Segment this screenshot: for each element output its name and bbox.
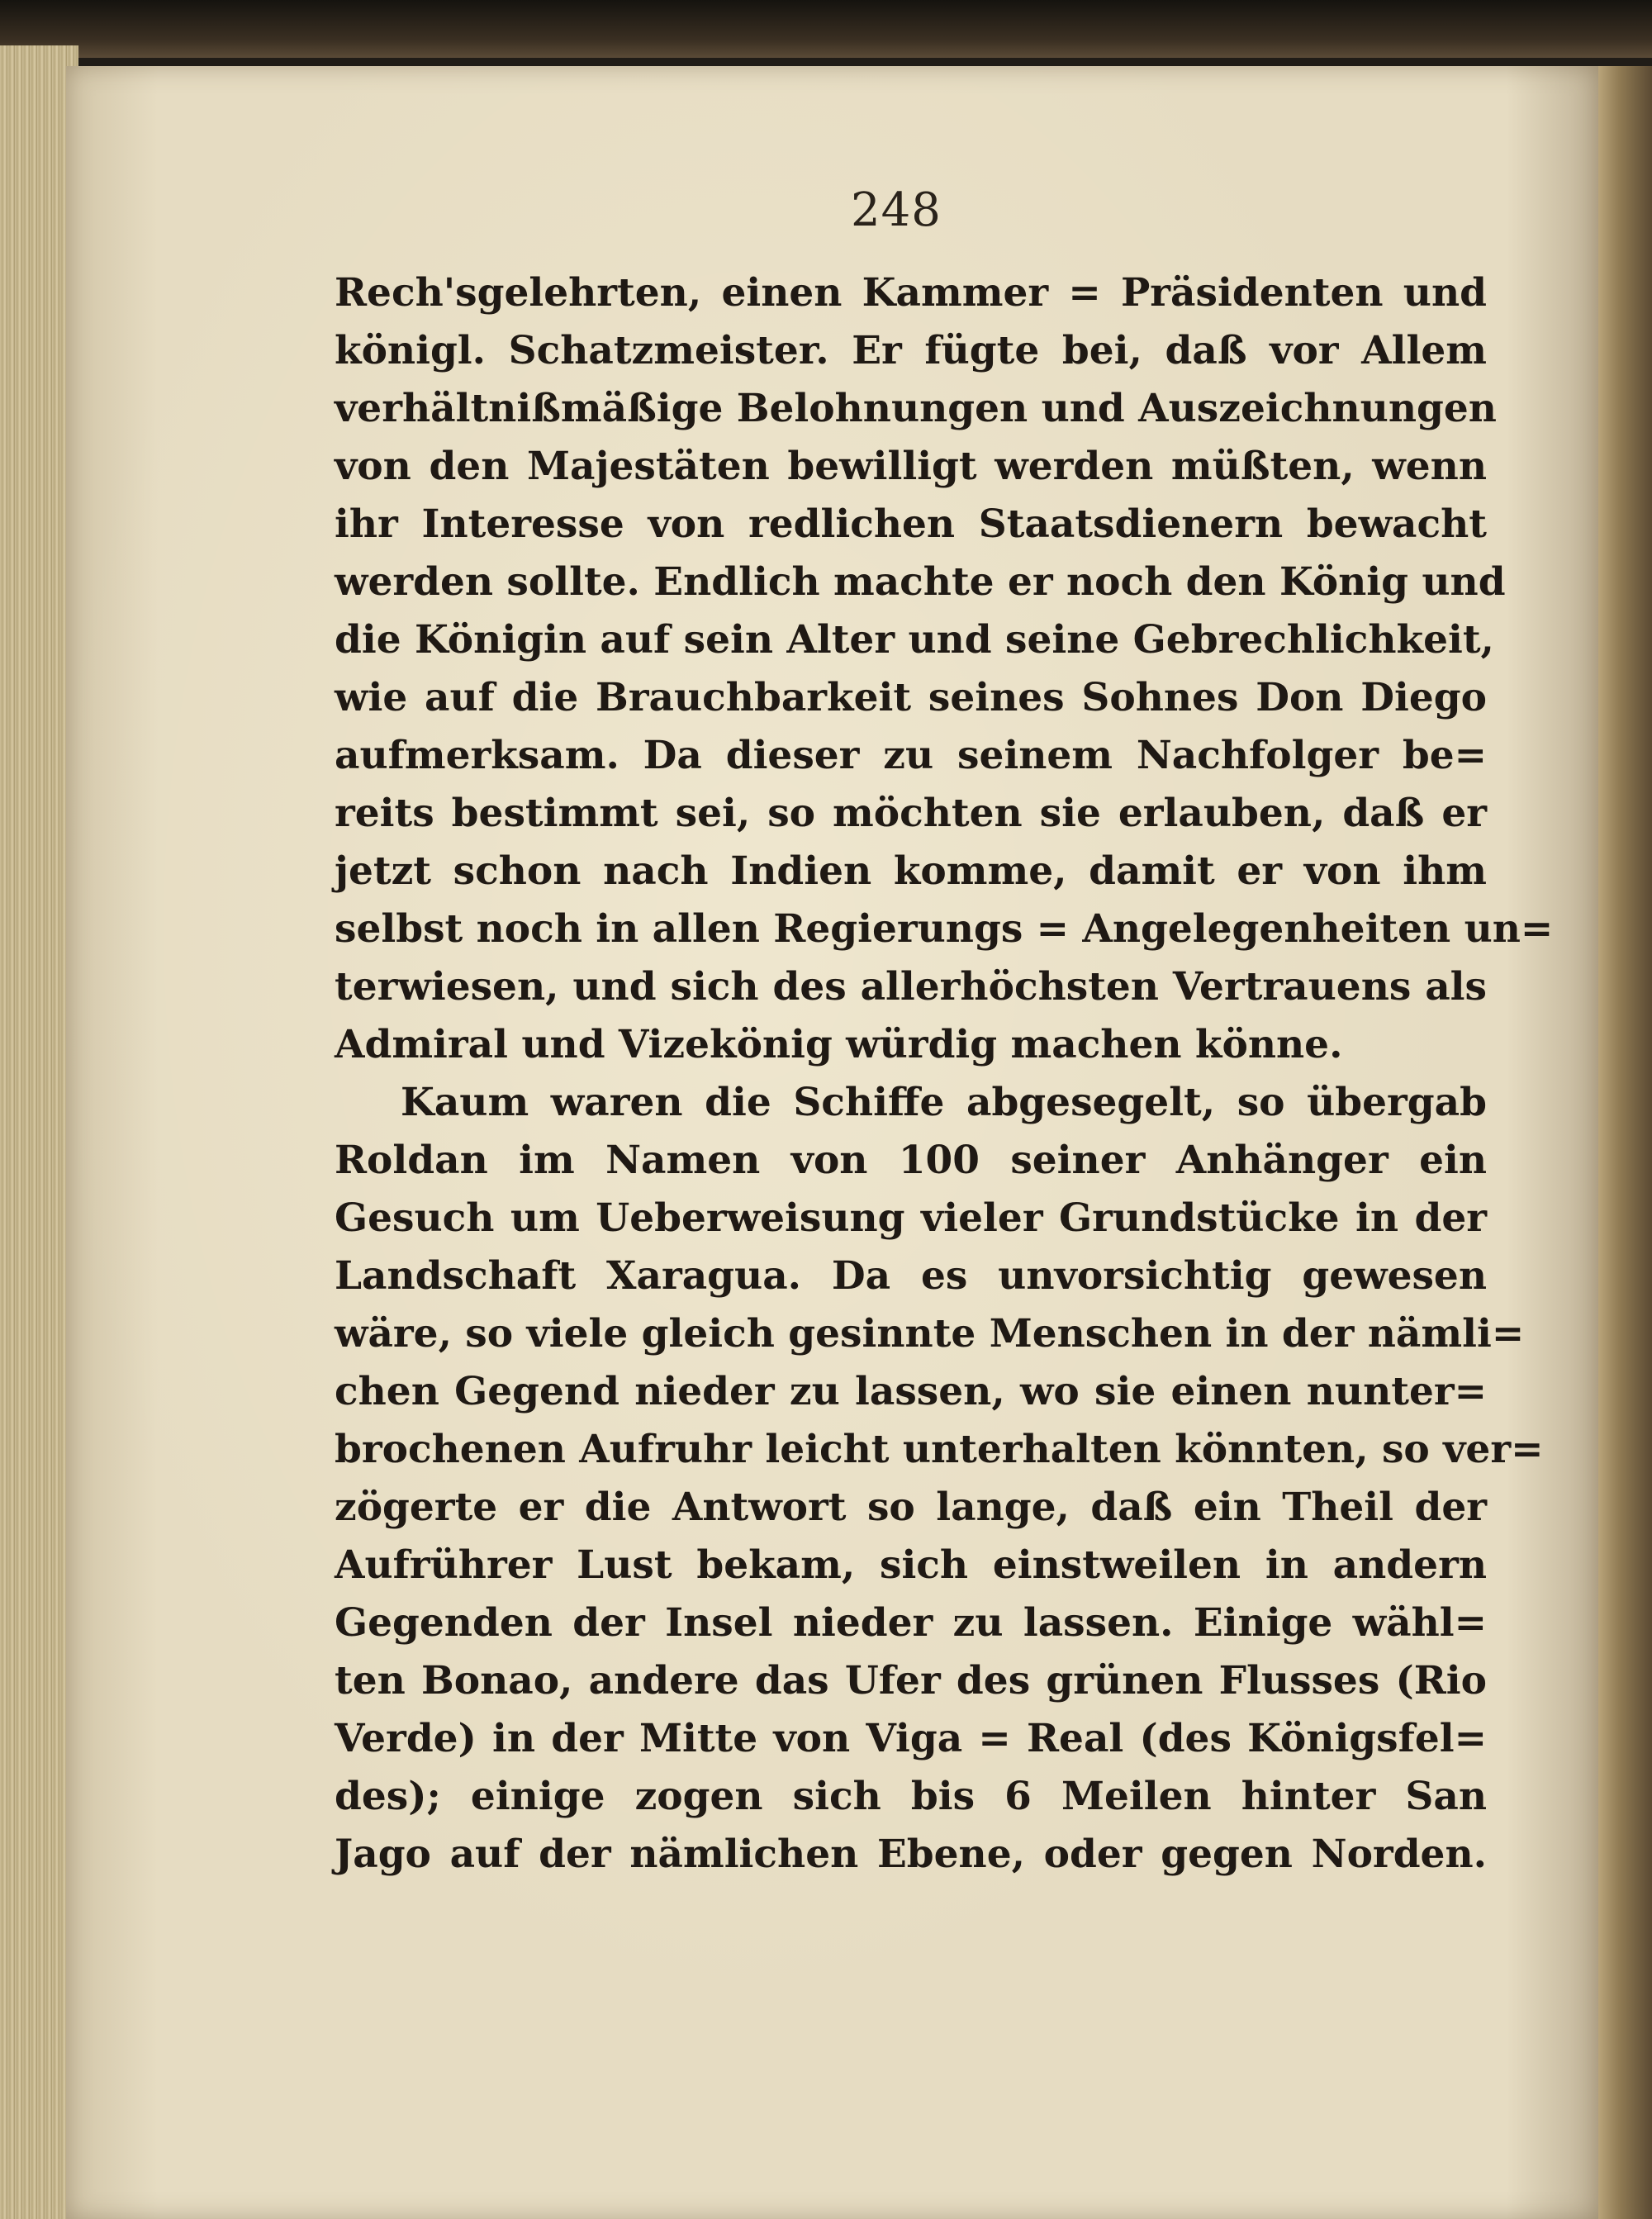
text-line: chen Gegend nieder zu lassen, wo sie einen nunter= — [335, 1369, 1487, 1414]
text-line: selbst noch in allen Regierungs = Angelegenheiten un= — [335, 906, 1554, 952]
book-binding-edge — [1598, 66, 1652, 2219]
text-line: Roldan im Namen von 100 seiner Anhänger ein — [335, 1138, 1487, 1183]
text-line: Landschaft Xaragua. Da es unvorsichtig gewesen — [335, 1253, 1487, 1299]
text-line: verhältnißmäßige Belohnungen und Auszeichnungen — [335, 386, 1497, 431]
text-line: reits bestimmt sei, so möchten sie erlauben, daß er — [335, 791, 1487, 836]
text-line: zögerte er die Antwort so lange, daß ein Theil der — [335, 1485, 1487, 1530]
text-line: Gegenden der Insel nieder zu lassen. Einige wähl= — [335, 1600, 1487, 1646]
text-line: von den Majestäten bewilligt werden müßten, wenn — [335, 444, 1487, 489]
text-line: Aufrührer Lust bekam, sich einstweilen in andern — [335, 1542, 1487, 1588]
text-line: terwiesen, und sich des allerhöchsten Vertrauens als — [335, 964, 1487, 1010]
text-line: Rech'sgelehrten, einen Kammer = Präsidenten und — [335, 270, 1487, 316]
page-number: 248 — [851, 183, 942, 237]
text-line: Admiral und Vizekönig würdig machen könne. — [335, 1022, 1343, 1067]
body-text — [335, 264, 1554, 1884]
text-line: königl. Schatzmeister. Er fügte bei, daß vor Allem — [335, 328, 1487, 373]
text-line: aufmerksam. Da dieser zu seinem Nachfolger be= — [335, 733, 1487, 778]
text-line: Jago auf der nämlichen Ebene, oder gegen Norden. — [335, 1832, 1487, 1877]
text-line: brochenen Aufruhr leicht unterhalten könnten, so ver= — [335, 1427, 1544, 1472]
text-line: wie auf die Brauchbarkeit seines Sohnes Don Diego — [335, 675, 1487, 720]
text-line: ihr Interesse von redlichen Staatsdienern bewacht — [335, 501, 1487, 547]
text-line: jetzt schon nach Indien komme, damit er von ihm — [335, 848, 1487, 894]
text-line: Verde) in der Mitte von Viga = Real (des Königsfel= — [335, 1716, 1487, 1761]
paragraph-start-line: Kaum waren die Schiffe abgesegelt, so übergab — [401, 1080, 1487, 1125]
text-line: werden sollte. Endlich machte er noch den König und — [335, 559, 1506, 605]
text-line: des); einige zogen sich bis 6 Meilen hinter San — [335, 1774, 1487, 1819]
text-line: ten Bonao, andere das Ufer des grünen Flusses (Rio — [335, 1658, 1487, 1703]
text-line: Gesuch um Ueberweisung vieler Grundstücke in der — [335, 1195, 1487, 1241]
text-line: die Königin auf sein Alter und seine Gebrechlichkeit, — [335, 617, 1494, 663]
text-line: wäre, so viele gleich gesinnte Menschen in der nämli= — [335, 1311, 1525, 1357]
book-cover-edge — [0, 0, 1652, 58]
